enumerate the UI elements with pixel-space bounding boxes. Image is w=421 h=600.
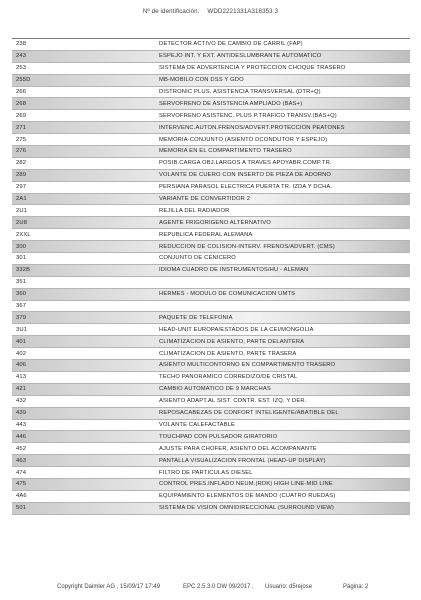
table-row <box>12 75 410 87</box>
table-row <box>12 372 410 384</box>
table-row <box>12 265 410 277</box>
row-description: CONJUNTO DE CENICERO <box>159 255 236 262</box>
row-description: VOLANTE CALEFACTABLE <box>159 421 236 428</box>
row-code: 452 <box>16 445 27 452</box>
row-description: AGENTE FRIGORIGENO ALTERNATIVO <box>159 219 271 226</box>
table-row <box>12 182 410 194</box>
row-code: 474 <box>16 469 27 476</box>
table-row <box>12 63 410 75</box>
table-row <box>12 205 410 217</box>
row-description: PANTALLA VISUALIZACION FRONTAL (HEAD-UP DISPLAY) <box>159 457 326 464</box>
row-description: REPUBLICA FEDERAL ALEMANA <box>159 231 253 238</box>
row-code: 475 <box>16 481 27 488</box>
table-row <box>12 491 410 503</box>
row-code: 2A1 <box>16 196 27 203</box>
table-row <box>12 158 410 170</box>
row-description: PERSIANA PARASOL ELECTRICA PUERTA TR. IZDA Y DCHA. <box>159 184 333 191</box>
row-code: 3U1 <box>16 326 28 333</box>
equipment-codes-table <box>12 38 410 515</box>
id-label: Nº de identificación: <box>142 8 200 15</box>
row-code: 2U1 <box>16 207 28 214</box>
table-row <box>12 98 410 110</box>
row-description: SISTEMA DE ADVERTENCIA Y PROTECCION CHOQUE TRASERO <box>159 65 346 72</box>
row-code: 413 <box>16 374 27 381</box>
row-code: 332B <box>16 267 31 274</box>
table-row <box>12 348 410 360</box>
row-code: 253 <box>16 65 27 72</box>
table-row <box>12 289 410 301</box>
row-description: DETECTOR ACTIVO DE CAMBIO DE CARRIL (FAP) <box>159 41 303 48</box>
row-code: 276 <box>16 148 27 155</box>
row-description: CLIMATIZACION DE ASIENTO, PARTE TRASERA <box>159 350 297 357</box>
row-description: HERMES - MODULO DE COMUNICACION UMTS <box>159 291 296 298</box>
row-description: CONTROL PRES.INFLADO NEUM.(RDK) HIGH LINE-MID LINE <box>159 481 333 488</box>
row-code: 269 <box>16 112 27 119</box>
row-code: 2U8 <box>16 219 28 226</box>
row-code: 243 <box>16 53 27 60</box>
table-row <box>12 443 410 455</box>
row-code: 439 <box>16 410 27 417</box>
table-row <box>12 479 410 491</box>
table-row <box>12 51 410 63</box>
row-code: 406 <box>16 362 27 369</box>
table-row <box>12 229 410 241</box>
table-row <box>12 384 410 396</box>
row-code: 238 <box>16 41 27 48</box>
table-row <box>12 336 410 348</box>
row-description: IDIOMA CUADRO DE INSTRUMENTOS/HU - ALEMAN <box>159 267 309 274</box>
table-row <box>12 467 410 479</box>
row-description: SISTEMA DE VISION OMNIDIRECCIONAL (SURROUND VIEW) <box>159 505 334 512</box>
table-row <box>12 431 410 443</box>
table-row <box>12 39 410 51</box>
row-description: POSIB.CARGA OBJ.LARGOS A TRAVES APOYABR.COMP.TR. <box>159 160 332 167</box>
table-row <box>12 241 410 253</box>
row-code: 301 <box>16 255 27 262</box>
row-description: ESPEJO INT. Y EXT. ANTIDESLUMBRANTE AUTOMATICO <box>159 53 322 60</box>
document-header <box>0 8 421 15</box>
row-description: REJILLA DEL RADIADOR <box>159 207 230 214</box>
row-description: REPOSACABEZAS DE CONFORT INTELIGENTE/ABATIBLE DEL <box>159 410 339 417</box>
row-code: 401 <box>16 338 27 345</box>
row-description: VOLANTE DE CUERO CON INSERTO DE PIEZA DE ADORNO <box>159 172 332 179</box>
row-code: 446 <box>16 433 27 440</box>
row-description: VARIANTE DE CONVERTIDOR 2 <box>159 196 251 203</box>
row-description: TECHO PANORAMICO CORREDIZO/DE CRISTAL <box>159 374 298 381</box>
row-description: ASIENTO MULTICONTORNO EN COMPARTIMENTO TRASERO <box>159 362 336 369</box>
row-code: 360 <box>16 291 27 298</box>
table-row <box>12 134 410 146</box>
table-row <box>12 396 410 408</box>
table-row <box>12 217 410 229</box>
table-row <box>12 87 410 99</box>
vin-number: WDD2221331A318353 3 <box>207 8 279 15</box>
epc-version: EPC 2.5.3.0 DW 09/2017 , <box>183 584 254 590</box>
copyright-text: Copyright Daimler AG , 15/09/17 17:49 <box>57 584 161 590</box>
row-description: INTERVENC.AUTON.FRENOS/ADVERT.PROTECCION PEATONES <box>159 124 345 131</box>
row-code: 501 <box>16 505 27 512</box>
row-code: 432 <box>16 398 27 405</box>
table-row <box>12 408 410 420</box>
row-code: 2XXL <box>16 231 31 238</box>
table-row <box>12 503 410 515</box>
row-description: SERVOFRENO ASISTENC. PLUS P.TRAFICO TRANSV.(BAS+Q) <box>159 112 337 119</box>
row-description: CLIMATIZACION DE ASIENTO, PARTE DELANTERA <box>159 338 305 345</box>
row-code: 271 <box>16 124 27 131</box>
row-code: 379 <box>16 314 27 321</box>
table-row <box>12 277 410 289</box>
row-description: AJUSTE PARA CHOFER, ASIENTO DEL ACOMPANANTE <box>159 445 317 452</box>
row-description: FILTRO DE PARTICULAS DIESEL <box>159 469 253 476</box>
row-description: DISTRONIC PLUS, ASISTENCIA TRANSVERSAL (DTR+Q) <box>159 89 321 95</box>
row-description: PAQUETE DE TELEFONIA <box>159 314 233 321</box>
row-description: SERVOFRENO DE ASISTENCIA AMPLIADO (BAS+) <box>159 100 303 107</box>
table-row <box>12 301 410 313</box>
table-row <box>12 312 410 324</box>
row-description: TOUCHPAD CON PULSADOR GIRATORIO <box>159 433 278 440</box>
row-code: 297 <box>16 184 27 191</box>
row-description: ASIENTO ADAPT.AL SIST. CONTR. EST. IZQ. Y DER. <box>159 398 307 405</box>
table-row <box>12 146 410 158</box>
row-code: 266 <box>16 89 27 95</box>
table-row <box>12 420 410 432</box>
row-code: 351 <box>16 279 27 286</box>
row-description: MB-MOBILO CON DSS Y GDO <box>159 77 244 84</box>
table-row <box>12 122 410 134</box>
page-number: Página: 2 <box>343 584 369 590</box>
table-row <box>12 455 410 467</box>
table-row <box>12 253 410 265</box>
row-code: 367 <box>16 303 27 310</box>
row-description: EQUIPAMIENTO ELEMENTOS DE MANDO (CUATRO RUEDAS) <box>159 493 336 500</box>
row-code: 255D <box>16 77 31 84</box>
user-info: Usuario: d5rejose <box>265 584 313 590</box>
row-code: 300 <box>16 243 27 250</box>
row-code: 402 <box>16 350 27 357</box>
row-code: 4A6 <box>16 493 27 500</box>
row-description: CAMBIO AUTOMATICO DE 9 MARCHAS <box>159 386 271 393</box>
row-description: HEAD-UNIT EUROPA/ESTADOS DE LA CEI/MONGOLIA <box>159 326 314 333</box>
row-code: 282 <box>16 160 27 167</box>
row-code: 443 <box>16 421 27 428</box>
row-code: 268 <box>16 100 27 107</box>
row-description: REDUCCION DE COLISION-INTERV. FRENOS/ADVERT. (CMS) <box>159 243 335 250</box>
row-code: 275 <box>16 136 27 143</box>
table-row <box>12 110 410 122</box>
table-row <box>12 360 410 372</box>
row-code: 463 <box>16 457 27 464</box>
row-code: 289 <box>16 172 27 179</box>
table-row <box>12 324 410 336</box>
row-code: 421 <box>16 386 27 393</box>
table-row <box>12 170 410 182</box>
row-description: MEMORIA-CONJUNTO (ASIENTO DCONDUTOR Y ESPEJO) <box>159 136 328 143</box>
table-row <box>12 194 410 206</box>
row-description: MEMORIA EN EL COMPARTIMENTO TRASERO <box>159 148 292 155</box>
